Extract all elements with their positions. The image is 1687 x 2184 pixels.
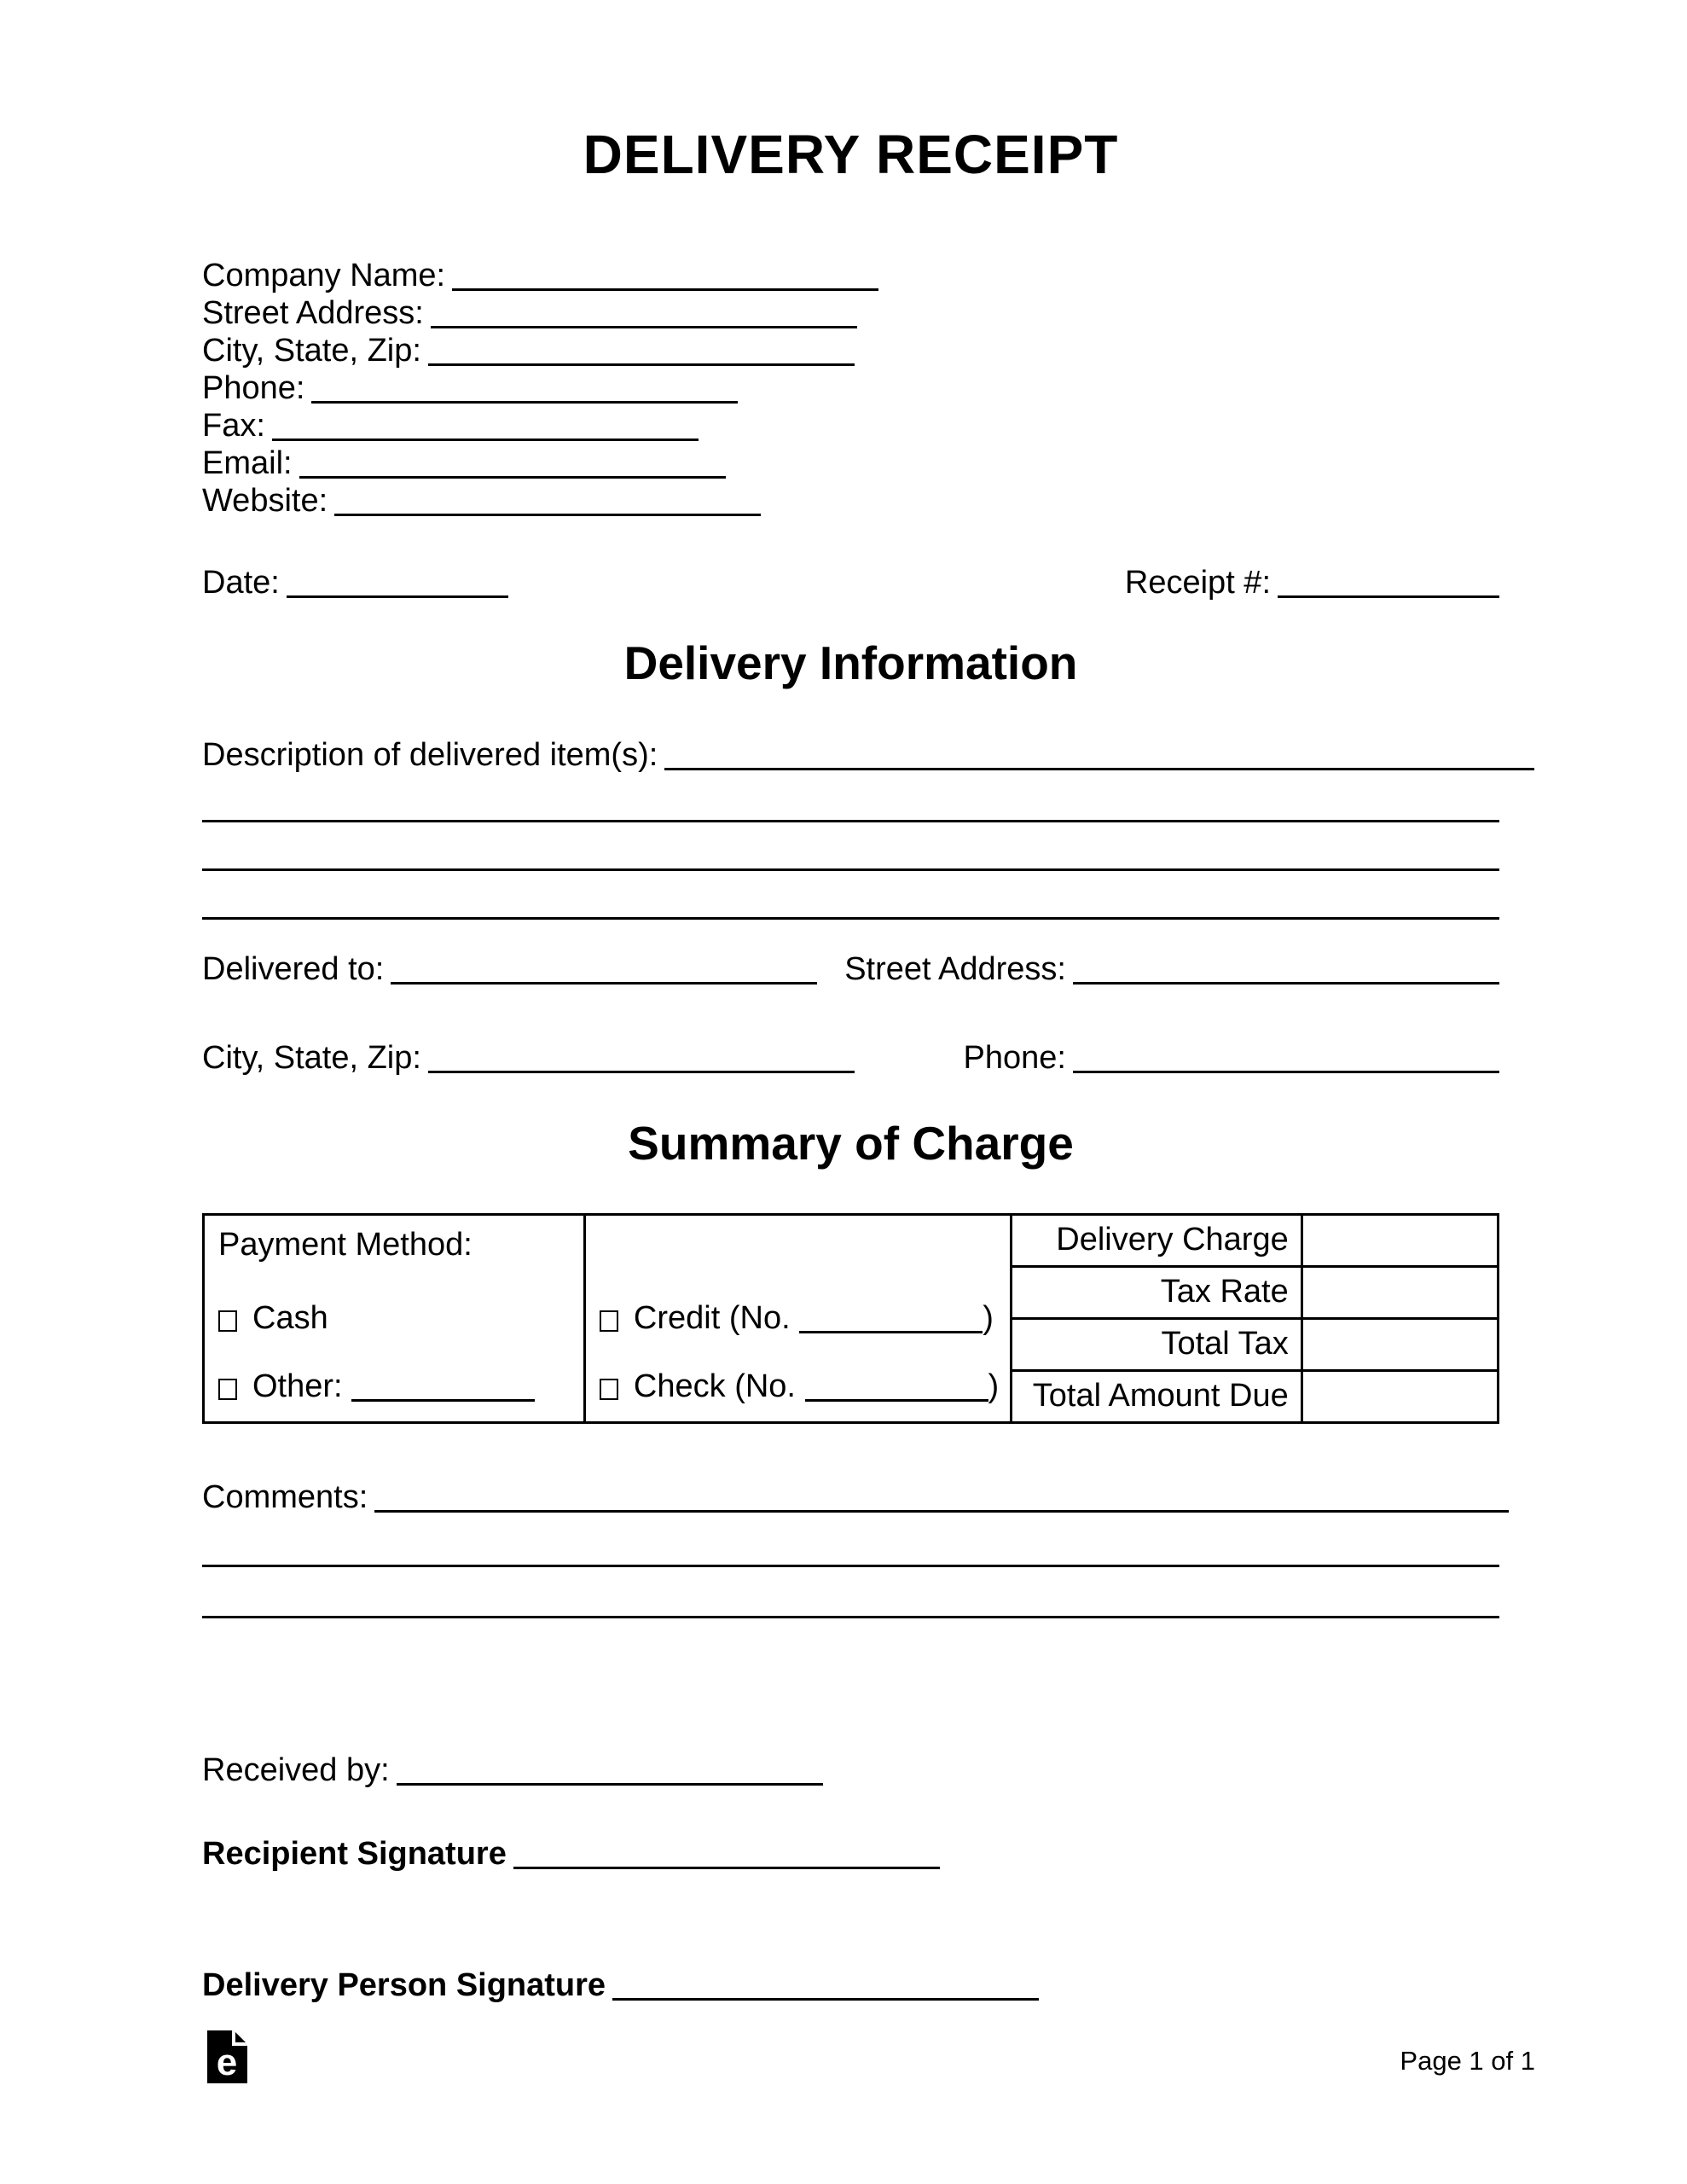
- company-city-line[interactable]: [428, 337, 855, 366]
- company-website-row: [202, 482, 1499, 520]
- company-fax-line[interactable]: [272, 412, 699, 441]
- company-email-line[interactable]: [299, 450, 726, 479]
- company-street-label: Street Address:: [202, 295, 424, 332]
- total-amount-due-label: Total Amount Due: [1012, 1372, 1303, 1421]
- credit-checkbox[interactable]: [600, 1310, 618, 1332]
- delivery-person-signature-line[interactable]: [612, 1972, 1039, 2001]
- delivered-to-label: Delivered to:: [202, 950, 385, 987]
- comments-line-1[interactable]: [374, 1484, 1509, 1513]
- delivery-person-signature-row: [202, 1966, 1499, 2004]
- credit-label: Credit (No.: [633, 1299, 791, 1336]
- description-line-1[interactable]: [664, 741, 1534, 770]
- comments-label: Comments:: [202, 1478, 368, 1515]
- other-checkbox[interactable]: [218, 1379, 237, 1400]
- delivery-city-row: [202, 1039, 1499, 1077]
- charges-column: [1012, 1216, 1497, 1421]
- company-fax-row: [202, 407, 1499, 444]
- company-city-row: [202, 332, 1499, 369]
- recipient-signature-label: Recipient Signature: [202, 1835, 507, 1872]
- date-field: [202, 564, 508, 601]
- receipt-number-label: Receipt #:: [1124, 565, 1271, 601]
- date-receipt-row: [202, 564, 1499, 601]
- company-name-row: [202, 257, 1499, 294]
- check-checkbox[interactable]: [600, 1379, 618, 1400]
- other-line[interactable]: [351, 1373, 535, 1402]
- other-option: [218, 1368, 583, 1405]
- delivery-city-line[interactable]: [428, 1044, 855, 1073]
- delivery-street-label: Street Address:: [844, 950, 1066, 987]
- summary-of-charge-table: [202, 1213, 1499, 1424]
- company-phone-label: Phone:: [202, 370, 305, 407]
- check-number-line[interactable]: [805, 1373, 988, 1402]
- delivery-charge-value[interactable]: [1303, 1216, 1497, 1265]
- company-email-label: Email:: [202, 445, 293, 482]
- description-label: Description of delivered item(s):: [202, 736, 658, 773]
- delivery-city-field: [202, 1039, 855, 1077]
- cash-checkbox[interactable]: [218, 1310, 237, 1332]
- company-header-block: [202, 257, 1499, 520]
- recipient-signature-row: [202, 1835, 1499, 1873]
- date-line[interactable]: [287, 569, 508, 598]
- cash-option: [218, 1299, 583, 1337]
- page-indicator: Page 1 of 1: [1400, 2046, 1535, 2076]
- receipt-number-line[interactable]: [1278, 569, 1499, 598]
- description-line-2[interactable]: [202, 774, 1499, 822]
- tax-rate-row: [1012, 1268, 1497, 1320]
- company-street-row: [202, 294, 1499, 332]
- check-label: Check (No.: [633, 1368, 796, 1404]
- credit-paren-close: ): [983, 1299, 994, 1336]
- company-phone-line[interactable]: [311, 375, 738, 404]
- delivery-phone-label: Phone:: [963, 1039, 1066, 1076]
- delivery-charge-row: [1012, 1216, 1497, 1268]
- delivery-street-line[interactable]: [1073, 956, 1499, 985]
- recipient-signature-line[interactable]: [513, 1840, 940, 1869]
- total-tax-label: Total Tax: [1012, 1320, 1303, 1369]
- credit-check-column: [586, 1216, 1012, 1421]
- comments-lines: [202, 1516, 1499, 1618]
- company-phone-row: [202, 369, 1499, 407]
- description-line-3[interactable]: [202, 822, 1499, 871]
- company-fax-label: Fax:: [202, 408, 265, 444]
- delivered-to-field: [202, 950, 817, 988]
- company-website-label: Website:: [202, 483, 328, 520]
- comments-line-3[interactable]: [202, 1567, 1499, 1618]
- total-amount-due-row: [1012, 1372, 1497, 1421]
- check-paren-close: ): [988, 1368, 1000, 1404]
- comments-row: [202, 1478, 1499, 1516]
- received-by-label: Received by:: [202, 1751, 390, 1788]
- logo-letter: e: [216, 2042, 238, 2083]
- page-title: DELIVERY RECEIPT: [583, 124, 1119, 185]
- delivery-city-label: City, State, Zip:: [202, 1039, 421, 1076]
- company-street-line[interactable]: [431, 299, 857, 328]
- summary-of-charge-heading: Summary of Charge: [628, 1116, 1074, 1170]
- total-tax-value[interactable]: [1303, 1320, 1497, 1369]
- delivery-phone-line[interactable]: [1073, 1044, 1499, 1073]
- delivery-charge-label: Delivery Charge: [1012, 1216, 1303, 1265]
- cash-label: Cash: [252, 1299, 328, 1336]
- description-row: [202, 736, 1499, 774]
- tax-rate-value[interactable]: [1303, 1268, 1497, 1317]
- company-city-label: City, State, Zip:: [202, 333, 421, 369]
- receipt-number-field: [1125, 564, 1499, 601]
- payment-method-label: Payment Method:: [218, 1226, 472, 1263]
- date-label: Date:: [202, 565, 280, 601]
- payment-method-column: [205, 1216, 586, 1421]
- company-name-label: Company Name:: [202, 258, 446, 294]
- company-email-row: [202, 444, 1499, 482]
- credit-option: [600, 1299, 1010, 1337]
- company-website-line[interactable]: [334, 487, 761, 516]
- check-option: [600, 1368, 1010, 1405]
- credit-number-line[interactable]: [799, 1304, 983, 1333]
- delivery-person-signature-label: Delivery Person Signature: [202, 1966, 606, 2003]
- received-by-row: [202, 1751, 1499, 1789]
- delivery-information-heading: Delivery Information: [623, 636, 1078, 690]
- other-label: Other:: [252, 1368, 343, 1404]
- delivery-street-field: [844, 950, 1499, 988]
- comments-line-2[interactable]: [202, 1516, 1499, 1567]
- description-line-4[interactable]: [202, 871, 1499, 920]
- total-amount-due-value[interactable]: [1303, 1372, 1497, 1421]
- eforms-logo-icon: [207, 2030, 247, 2092]
- delivered-to-line[interactable]: [391, 956, 817, 985]
- total-tax-row: [1012, 1320, 1497, 1372]
- delivered-to-row: [202, 950, 1499, 988]
- received-by-line[interactable]: [397, 1757, 823, 1786]
- delivery-phone-field: [964, 1039, 1499, 1077]
- tax-rate-label: Tax Rate: [1012, 1268, 1303, 1317]
- company-name-line[interactable]: [452, 262, 878, 291]
